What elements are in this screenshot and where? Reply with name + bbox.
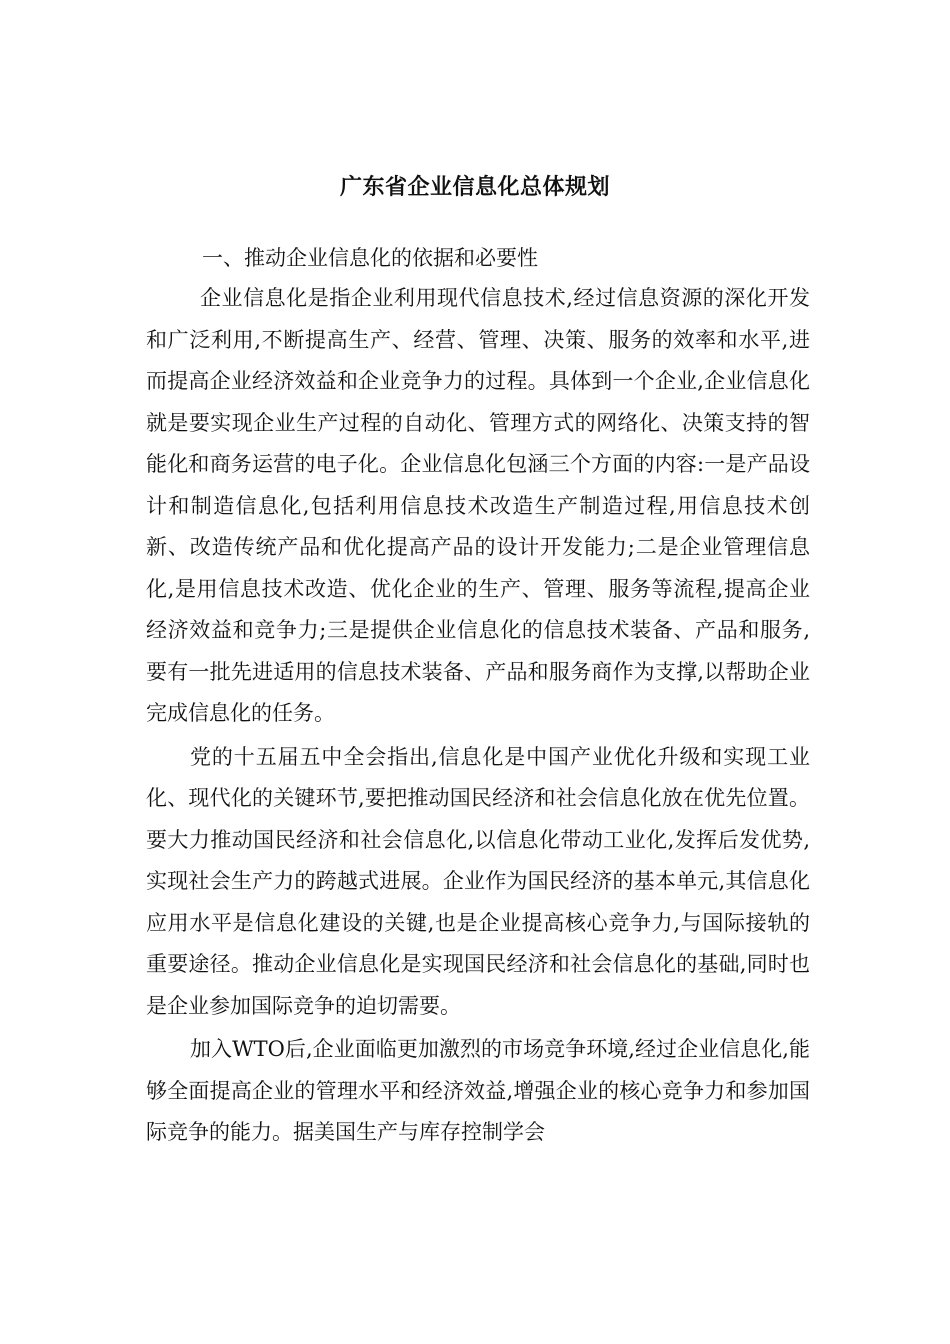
paragraph-3: 加入WTO后,企业面临更加激烈的市场竞争环境,经过企业信息化,能够全面提高企业的管理水平和经济效益,增强企业的核心竞争力和参加国际竞争的能力。据美国生产与库存控制学会 [146, 1037, 810, 1144]
paragraph-1: 企业信息化是指企业利用现代信息技术,经过信息资源的深化开发和广泛利用,不断提高生产、经营、管理、决策、服务的效率和水平,进而提高企业经济效益和企业竞争力的过程。具体到一个企业,企业信息化就是要实现企业生产过程的自动化、管理方式的网络化、决策支持的智能化和商务运营的电子化。企业信息化包涵三个方面的内容:一是产品设计和制造信息化,包括利用信息技术改造生产制造过程,用信息技术创新、改造传统产品和优化提高产品的设计开发能力;二是企业管理信息化,是用信息技术改造、优化企业的生产、管理、服务等流程,提高企业经济效益和竞争力;三是提供企业信息化的信息技术装备、产品和服务,要有一批先进适用的信息技术装备、产品和服务商作为支撑,以帮助企业完成信息化的任务。 [146, 286, 810, 725]
document-title: 广东省企业信息化总体规划 [339, 175, 610, 200]
document-body [146, 238, 810, 1156]
paragraph-2: 党的十五届五中全会指出,信息化是中国产业优化升级和实现工业化、现代化的关键环节,要把推动国民经济和社会信息化放在优先位置。要大力推动国民经济和社会信息化,以信息化带动工业化,发挥后发优势,实现社会生产力的跨越式进展。企业作为国民经济的基本单元,其信息化应用水平是信息化建设的关键,也是企业提高核心竞争力,与国际接轨的重要途径。推动企业信息化是实现国民经济和社会信息化的基础,同时也是企业参加国际竞争的迫切需要。 [146, 744, 810, 1018]
section-heading: 一、推动企业信息化的依据和必要性 [202, 246, 538, 270]
